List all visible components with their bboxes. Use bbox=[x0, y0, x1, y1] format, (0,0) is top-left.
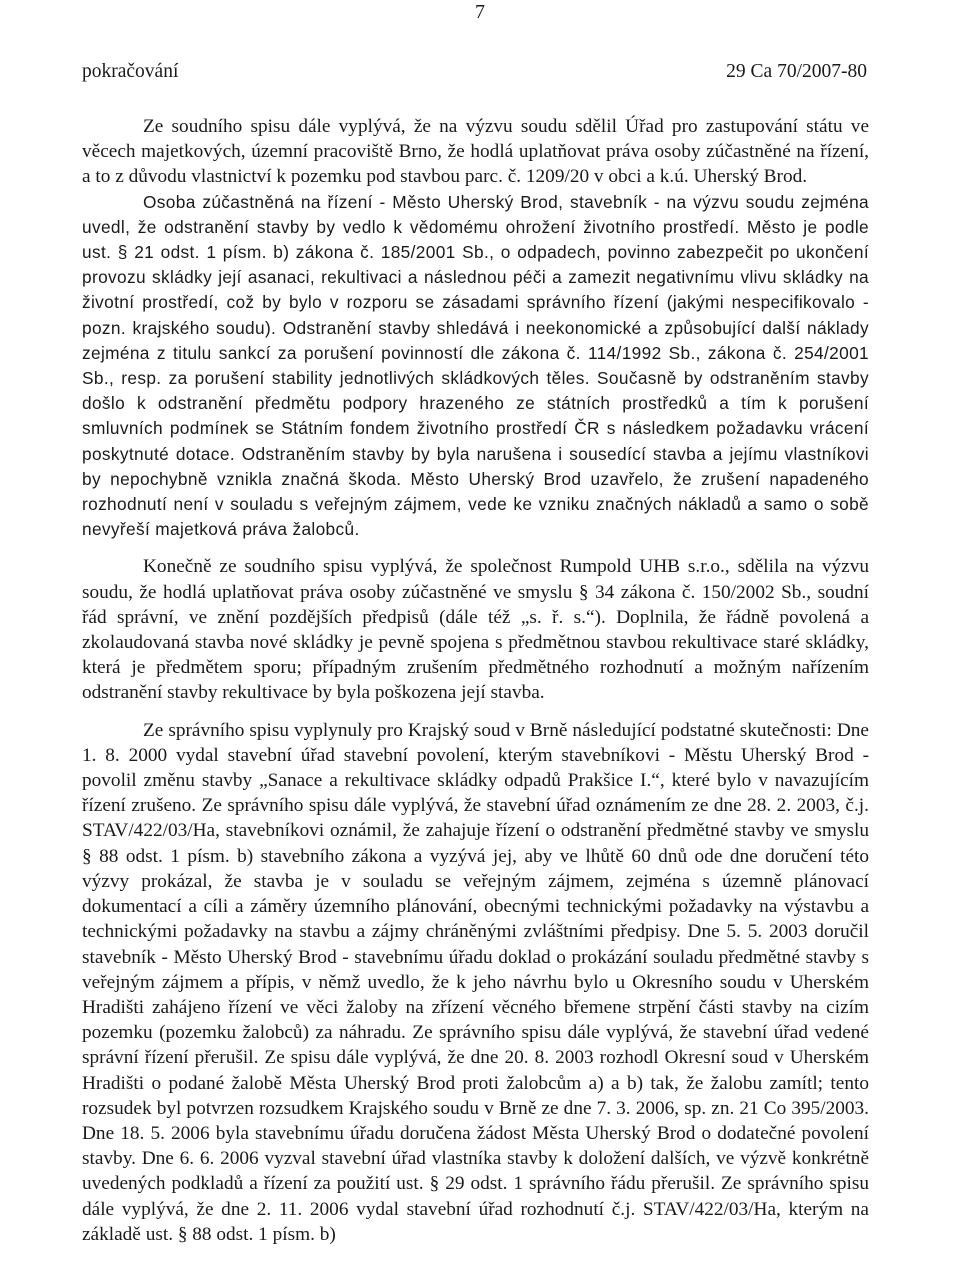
continuation-label: pokračování bbox=[82, 61, 179, 82]
document-body bbox=[82, 114, 869, 1247]
page-number: 7 bbox=[475, 1, 485, 23]
case-number: 29 Ca 70/2007-80 bbox=[726, 61, 867, 82]
paragraph-state-office: Ze soudního spisu dále vyplývá, že na výzvu soudu sdělil Úřad pro zastupování státu ve věcech majetkových, územní pracoviště Brno, že hodlá uplatňovat práva osoby zúčastněné na řízení, a to z důvodu vlastnictví k pozemku pod stavbou parc. č. 1209/20 v obci a k.ú. Uherský Brod. bbox=[82, 116, 869, 188]
paragraph-rumpold-statement: Konečně ze soudního spisu vyplývá, že společnost Rumpold UHB s.r.o., sdělila na výzvu soudu, že hodlá uplatňovat práva osoby zúčastněné ve smyslu § 34 zákona č. 150/2002 Sb., soudní řád správní, ve znění pozdějších předpisů (dále též „s. ř. s.“). Doplnila, že řádně povolená a zkolaudovaná stavba nové skládky je pevně spojena s předmětnou stavbou rekultivace staré skládky, která je předmětem sporu; případným zrušením předmětného rozhodnutí a možným nařízením odstranění stavby rekultivace by byla poškozena její stavba. bbox=[82, 556, 869, 704]
paragraph-administrative-file: Ze správního spisu vyplynuly pro Krajský soud v Brně následující podstatné skutečnosti: Dne 1. 8. 2000 vydal stavební úřad stavební povolení, kterým stavebníkovi - Městu Uherský Brod - povolil změnu stavby „Sanace a rekultivace skládky odpadů Prakšice I.“, které bylo v navazujícím řízení zrušeno. Ze správního spisu dále vyplývá, že stavební úřad oznámením ze dne 28. 2. 2003, č.j. STAV/422/03/Ha, stavebníkovi oznámil, že zahajuje řízení o odstranění předmětné stavby ve smyslu § 88 odst. 1 písm. b) stavebního zákona a vyzývá jej, aby ve lhůtě 60 dnů ode dne doručení této výzvy prokázal, že stavba je v souladu se veřejným zájmem, zejména s územně plánovací dokumentací a cíli a záměry územního plánování, obecnými technickými požadavky na výstavbu a technickými požadavky na stavbu a zájmy chráněnými zvláštními předpisy. Dne 5. 5. 2003 doručil stavebník - Město Uherský Brod - stavebnímu úřadu doklad o prokázání souladu předmětné stavby s veřejným zájmem a přípis, v němž uvedlo, že k jeho návrhu bylo u Okresního soudu v Uherském Hradišti zahájeno řízení ve věci žaloby na zřízení věcného břemene strpění části stavby na cizím pozemku (pozemku žalobců) za náhradu. Ze správního spisu dále vyplývá, že stavební úřad vedené správní řízení přerušil. Ze spisu dále vyplývá, že dne 20. 8. 2003 rozhodl Okresní soud v Uherském Hradišti o podané žalobě Města Uherský Brod proti žalobcům a) a b) tak, že žalobu zamítl; tento rozsudek byl potvrzen rozsudkem Krajského soudu v Brně ze dne 7. 3. 2006, sp. zn. 21 Co 395/2003. Dne 18. 5. 2006 byla stavebnímu úřadu doručena žádost Města Uherský Brod o dodatečné povolení stavby. Dne 6. 6. 2006 vyzval stavební úřad vlastníka stavby k doložení dalších, ve výzvě konkrétně uvedených podkladů a řízení za použití ust. § 29 odst. 1 správního řádu přerušil. Ze správního spisu dále vyplývá, že dne 2. 11. 2006 vydal stavební úřad rozhodnutí č.j. STAV/422/03/Ha, kterým na základě ust. § 88 odst. 1 písm. b) bbox=[82, 719, 869, 1245]
paragraph-town-statement: Osoba zúčastněná na řízení - Město Uherský Brod, stavebník - na výzvu soudu zejména uvedl, že odstranění stavby by vedlo k vědomému ohrožení životního prostředí. Město je podle ust. § 21 odst. 1 písm. b) zákona č. 185/2001 Sb., o odpadech, povinno zabezpečit po ukončení provozu skládky její asanaci, rekultivaci a následnou péči a zamezit negativnímu vlivu skládky na životní prostředí, což by bylo v rozporu se zásadami správního řízení (jakými nespecifikovalo - pozn. krajského soudu). Odstranění stavby shledává i neekonomické a způsobující další náklady zejména z titulu sankcí za porušení povinností dle zákona č. 114/1992 Sb., zákona č. 254/2001 Sb., resp. za porušení stability jednotlivých skládkových těles. Současně by odstraněním stavby došlo k odstranění předmětu podpory hrazeného ze státních prostředků a tím k porušení smluvních podmínek se Státním fondem životního prostředí ČR s následkem požadavku vrácení poskytnuté dotace. Odstraněním stavby by byla narušena i sousedící stavba a jejímu vlastníkovi by nepochybně vznikla značná škoda. Město Uherský Brod uzavřelo, že zrušení napadeného rozhodnutí není v souladu s veřejným zájmem, vede ke vzniku značných nákladů a samo o sobě nevyřeší majetková práva žalobců. bbox=[82, 191, 869, 540]
